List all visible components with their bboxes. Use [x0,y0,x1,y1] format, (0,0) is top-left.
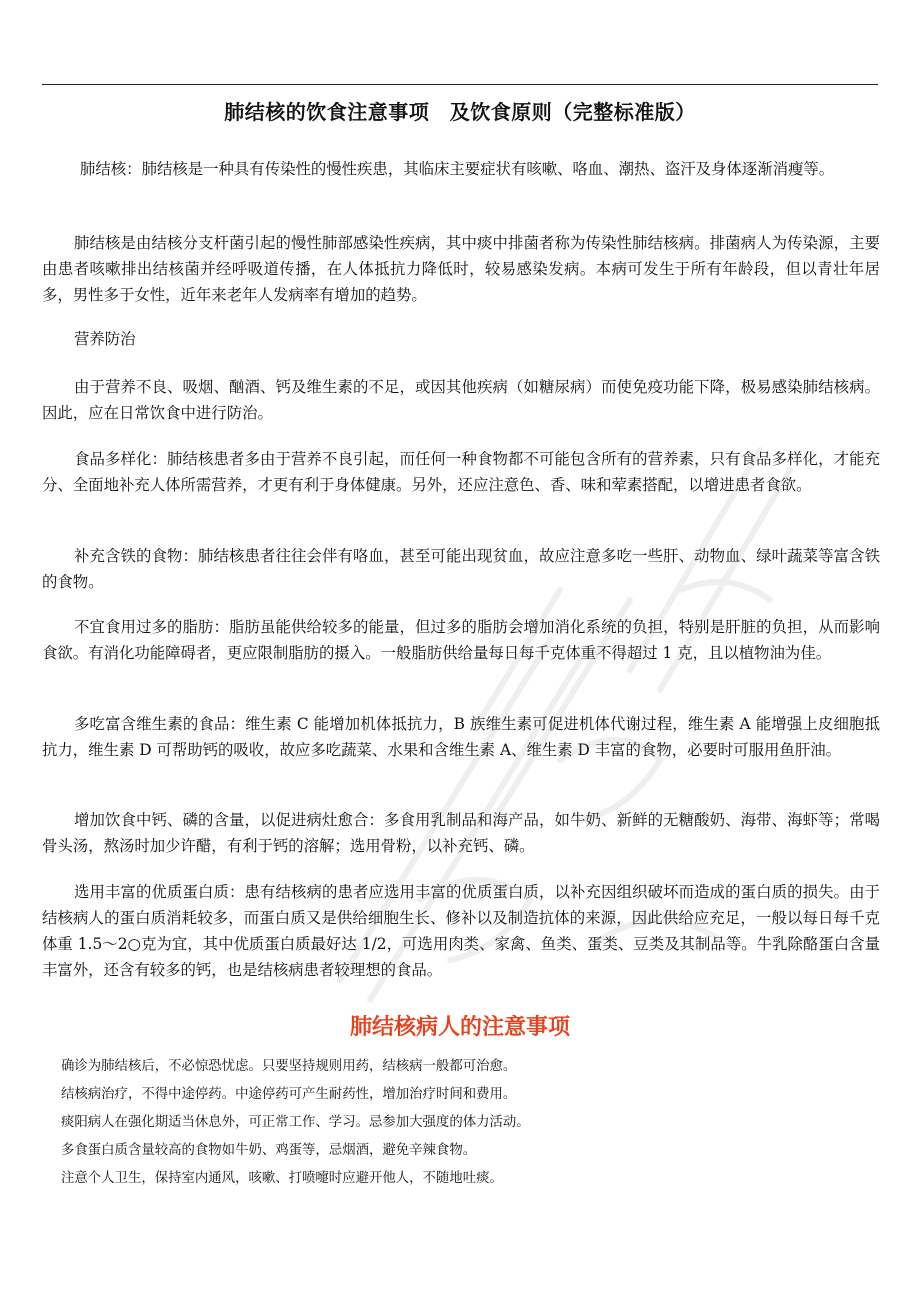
body-section-8 [42,711,880,763]
precautions-list [61,1056,861,1196]
paragraph-protein: 选用丰富的优质蛋白质：患有结核病的患者应选用丰富的优质蛋白质，以补充因组织破坏而造成的蛋白质的损失。由于结核病人的蛋白质消耗较多，而蛋白质又是供给细胞生长、修补以及制造抗体的来源，因此供给应充足，一般以每日每千克体重 1.5～2○克为宜，其中优质蛋白质最好达 1/2，可选用肉类、家禽、鱼类、蛋类、豆类及其制品等。牛乳除酪蛋白含量丰富外，还含有较多的钙，也是结核病患者较理想的食品。 [42,883,880,979]
list-item: 痰阳病人在强化期适当休息外，可正常工作、学习。忌参加大强度的体力活动。 [61,1115,530,1130]
subheading-nutrition: 营养防治 [74,330,136,348]
body-section-2 [42,230,880,308]
body-section-4 [42,374,880,426]
paragraph-cause: 肺结核是由结核分支杆菌引起的慢性肺部感染性疾病，其中痰中排菌者称为传染性肺结核病。排菌病人为传染源，主要由患者咳嗽排出结核菌并经呼吸道传播，在人体抵抗力降低时，较易感染发病。本病可发生于所有年龄段，但以青壮年居多，男性多于女性，近年来老年人发病率有增加的趋势。 [42,234,880,304]
list-item: 注意个人卫生，保持室内通风，咳嗽、打喷嚏时应避开他人，不随地吐痰。 [61,1171,503,1186]
section-title-precautions: 肺结核病人的注意事项 [349,1015,570,1040]
paragraph-iron: 补充含铁的食物：肺结核患者往往会伴有咯血，甚至可能出现贫血，故应注意多吃一些肝、动物血、绿叶蔬菜等富含铁的食物。 [42,547,880,591]
list-item: 确诊为肺结核后，不必惊恐忧虑。只要坚持规则用药，结核病一般都可治愈。 [61,1059,517,1074]
list-item: 多食蛋白质含量较高的食物如牛奶、鸡蛋等，忌烟酒，避免辛辣食物。 [61,1143,477,1158]
top-rule [42,84,878,85]
body-section-9 [42,807,880,859]
body-section-10 [42,879,880,983]
paragraph-prevention: 由于营养不良、吸烟、酗酒、钙及维生素的不足，或因其他疾病（如糖尿病）而使免疫功能下降，极易感染肺结核病。因此，应在日常饮食中进行防治。 [42,378,880,422]
paragraph-vitamins: 多吃富含维生素的食品：维生素 C 能增加机体抵抗力，B 族维生素可促进机体代谢过程，维生素 A 能增强上皮细胞抵抗力，维生素 D 可帮助钙的吸收，故应多吃蔬菜、水果和含维生素 A、维生素 D 丰富的食物，必要时可服用鱼肝油。 [42,715,880,759]
body-section-6 [42,543,880,595]
paragraph-intro: 肺结核：肺结核是一种具有传染性的慢性疾患，其临床主要症状有咳嗽、咯血、潮热、盗汗及身体逐渐消瘦等。 [80,160,835,178]
document-title: 肺结核的饮食注意事项 及饮食原则（完整标准版） [224,100,696,124]
body-section-7 [42,614,880,666]
paragraph-fat: 不宜食用过多的脂肪：脂肪虽能供给较多的能量，但过多的脂肪会增加消化系统的负担，特别是肝脏的负担，从而影响食欲。有消化功能障碍者，更应限制脂肪的摄入。一般脂肪供给量每日每千克体重不得超过 1 克，且以植物油为佳。 [42,618,880,662]
list-item: 结核病治疗，不得中途停药。中途停药可产生耐药性，增加治疗时间和费用。 [61,1087,517,1102]
paragraph-calcium: 增加饮食中钙、磷的含量，以促进病灶愈合：多食用乳制品和海产品，如牛奶、新鲜的无糖酸奶、海带、海虾等；常喝骨头汤，熬汤时加少许醋，有利于钙的溶解；选用骨粉，以补充钙、磷。 [42,811,880,855]
body-section-3 [42,326,880,352]
paragraph-food-variety: 食品多样化：肺结核患者多由于营养不良引起，而任何一种食物都不可能包含所有的营养素，只有食品多样化，才能充分、全面地补充人体所需营养，才更有利于身体健康。另外，还应注意色、香、味和荤素搭配，以增进患者食欲。 [42,450,880,494]
body-section-5 [42,446,880,498]
body-section-1 [42,156,880,182]
